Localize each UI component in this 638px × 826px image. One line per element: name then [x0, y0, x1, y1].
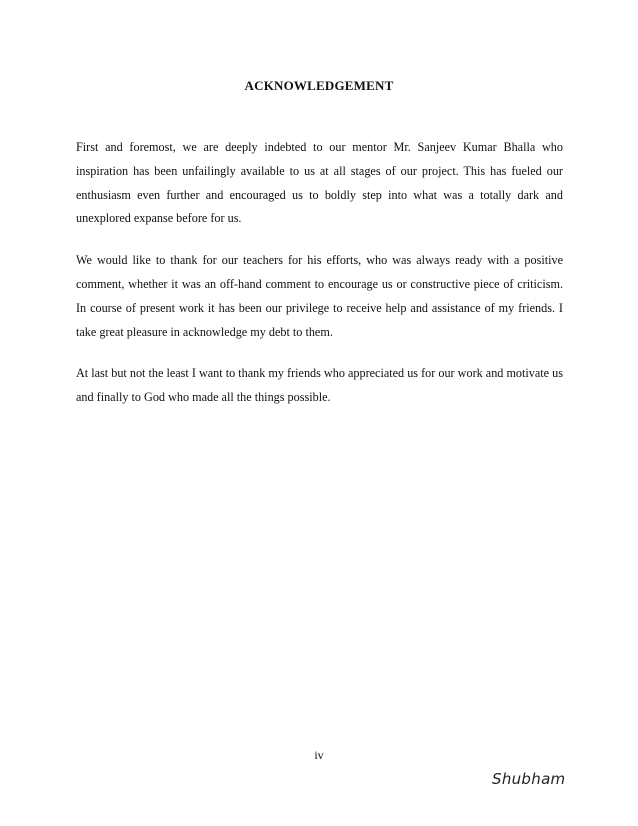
page-number: iv: [314, 748, 324, 762]
paragraph-friends: At last but not the least I want to thank my friends who appreciated us for our work and motivate us and finally to God who made all the things possible.: [76, 366, 563, 405]
paragraph-teachers: We would like to thank for our teachers for his efforts, who was always ready with a positive comment, whether it was an off-hand comment to encourage us or constructive piece of criticism. In course of present work it has been our privilege to receive help and assistance of my friends. I take great pleasure in acknowledge my debt to them.: [76, 253, 563, 339]
signature: Shubham: [492, 770, 566, 788]
page-title: ACKNOWLEDGEMENT: [244, 78, 394, 93]
paragraph-mentor: First and foremost, we are deeply indebted to our mentor Mr. Sanjeev Kumar Bhalla who inspiration has been unfailingly available to us at all stages of our project. This has fueled our enthusiasm even further and encouraged us to boldly step into what was a totally dark and unexplored expanse before for us.: [76, 140, 563, 226]
acknowledgement-body: [76, 136, 563, 428]
